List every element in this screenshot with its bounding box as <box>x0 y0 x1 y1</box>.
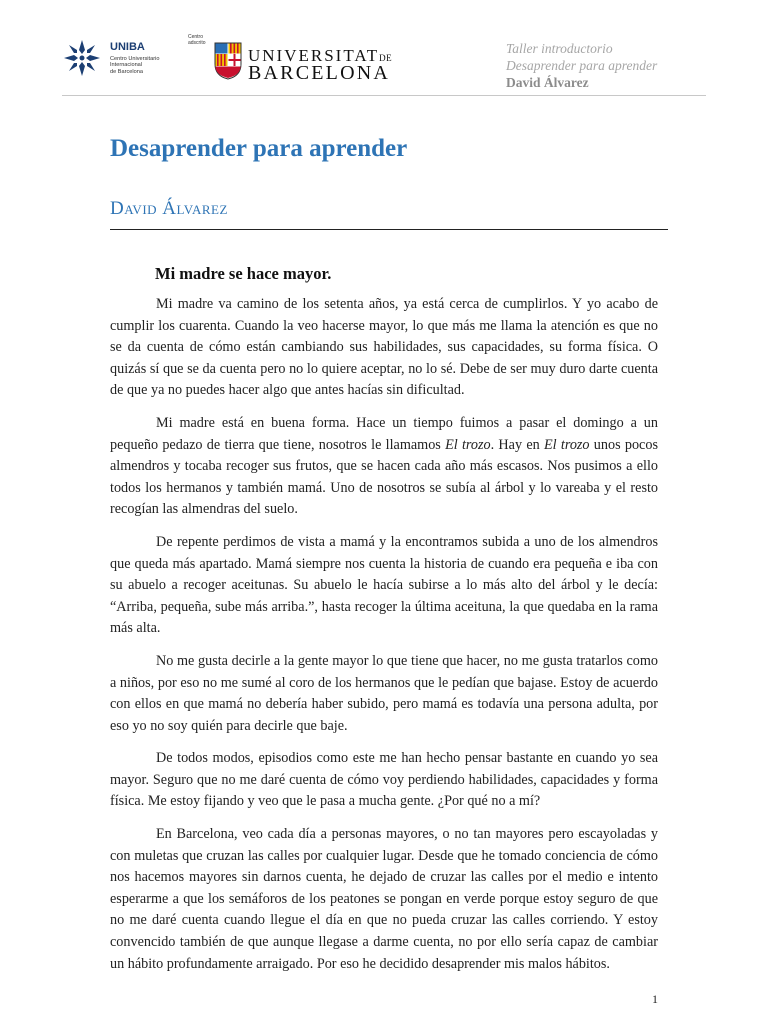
header-divider <box>62 95 706 96</box>
ub-name-line2: BARCELONA <box>248 62 391 84</box>
uniba-subtitle-line: Internacional <box>110 62 143 69</box>
author-divider <box>110 229 668 230</box>
uniba-logo <box>62 35 192 87</box>
section-heading: Mi madre se hace mayor. <box>155 264 332 283</box>
uniba-subtitle-line: Centro Universitario <box>110 56 160 62</box>
ub-name-suffix: DE <box>379 53 393 63</box>
paragraph: De todos modos, episodios como este me han hecho pensar bastante en cuando yo sea mayor. Seguro que no me daré cuenta de cómo voy perdiendo habilidades, capacidades y forma física. Me estoy fijando y veo que le pasa a mucha gente. ¿Por qué no a mí? <box>110 750 658 810</box>
uniba-cross-emblem-icon <box>62 38 102 78</box>
document-author: David Álvarez <box>110 198 228 219</box>
paragraph: En Barcelona, veo cada día a personas mayores, o no tan mayores pero escayoladas y con muletas que cruzan las calles por cualquier lugar. Desde que he tomado conciencia de cómo nos hacemos mayores sin darnos cuenta, he dejado de cruzar las calles por el medio e intento esperarme a que los semáforos de los peatones se pongan en verde porque estoy seguro de que no me daré cuenta cuando llegue el día en que no pueda cruzar las calles corriendo. Y estoy convencido también de que aunque llegase a darme cuenta, no por ello sería capaz de cambiar un hábito profundamente arraigado. Por eso he decidido desaprender mis malos hábitos. <box>110 826 658 972</box>
centro-adscrito-label: Centro adscrito <box>188 34 206 46</box>
paragraph: Mi madre está en buena forma. Hace un tiempo fuimos a pasar el domingo a un pequeño pedazo de tierra que tiene, nosotros le llamamos El trozo. Hay en El trozo unos pocos almendros y tocaba recoger sus frutos, que se hacen cada año más escasos. Nos pusimos a ello todos los hermanos y también mamá. Uno de nosotros se subía al árbol y lo vareaba y el resto recogían las almendras del suelo. <box>110 414 658 518</box>
header-info <box>506 40 706 91</box>
ub-shield-icon <box>214 42 242 80</box>
ub-name-line1: UNIVERSITATDE <box>248 46 393 65</box>
header-author: David Álvarez <box>506 75 589 90</box>
uniba-subtitle-line: de Barcelona <box>110 68 143 75</box>
document-body <box>110 294 658 986</box>
header-doc-title: Desaprender para aprender <box>506 58 658 73</box>
document-title: Desaprender para aprender <box>110 135 408 162</box>
paragraph: No me gusta decirle a la gente mayor lo que tiene que hacer, no me gusta tratarlos como a niños, por eso no me sumé al coro de los hermanos que le pedían que bajase. Estoy de acuerdo con ellos en que mamá no debería haber subido, pero mamá es todavía una persona adulta, por eso yo no soy quién para decirle que baje. <box>110 652 658 734</box>
page-header <box>62 30 706 96</box>
paragraph: De repente perdimos de vista a mamá y la encontramos subida a uno de los almendros que queda más apartado. Mamá siempre nos cuenta la historia de cuando era pequeña e iba con su abuelo a recoger aceitunas. Su abuelo le hacía subirse a lo más alto del árbol y le decía: “Arriba, pequeña, sube más arriba.”, hasta recoger la última aceituna, la que quedaba en la rama más alta. <box>110 533 658 637</box>
paragraph: Mi madre va camino de los setenta años, ya está cerca de cumplirlos. Y yo acabo de cumplir los cuarenta. Cuando la veo hacerse mayor, lo que más me llama la atención es que no se da cuenta de cómo están cambiando sus habilidades, sus capacidades, su forma física. O quizás sí que se da cuenta pero no lo quiere aceptar, no lo sé. Debe de ser muy duro darte cuenta de que ya no puedes hacer algo que antes hacías sin dificultad. <box>110 296 658 399</box>
header-course: Taller introductorio <box>506 41 613 56</box>
page-number: 1 <box>652 992 658 1006</box>
uniba-subtitle <box>110 56 190 75</box>
ub-logo <box>214 38 393 86</box>
uniba-name: UNIBA <box>110 41 145 53</box>
